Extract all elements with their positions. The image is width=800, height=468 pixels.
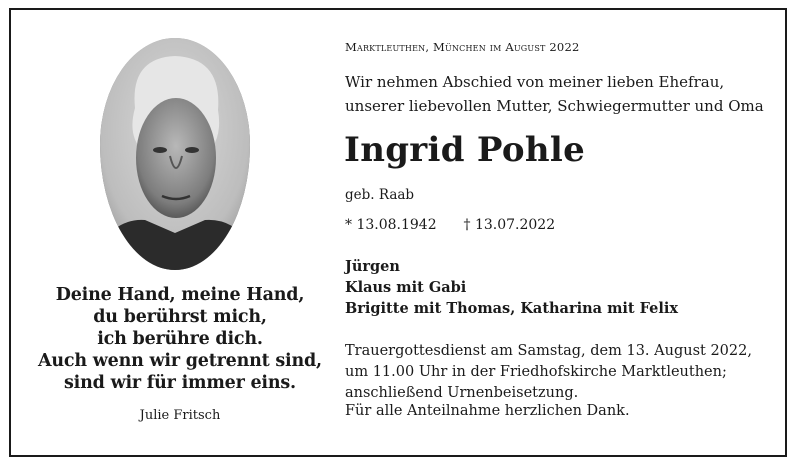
deceased-name: Ingrid Pohle [344,130,586,170]
place-date: Marktleuthen, München im August 2022 [345,40,580,54]
death-date: † 13.07.2022 [463,217,556,233]
intro-text [345,70,764,118]
family-list [345,256,678,319]
intro-line: unserer liebevollen Mutter, Schwiegermutter und Oma [345,97,764,115]
poem-author: Julie Fritsch [139,408,221,423]
poem-line: Auch wenn wir getrennt sind, [38,351,322,371]
poem-line: Deine Hand, meine Hand, [55,285,305,305]
birth-date: * 13.08.1942 [345,217,437,233]
poem [30,284,330,394]
thanks-text: Für alle Anteilnahme herzlichen Dank. [345,403,630,419]
poem-line: du berührst mich, [93,307,267,327]
born-name: geb. Raab [345,187,415,203]
service-info [345,341,752,404]
family-line: Jürgen [345,258,400,275]
family-line: Brigitte mit Thomas, Katharina mit Felix [345,300,679,317]
service-line: um 11.00 Uhr in der Friedhofskirche Marktleuthen; [345,364,727,380]
family-line: Klaus mit Gabi [345,279,467,296]
poem-line: ich berühre dich. [97,329,263,349]
life-dates [345,217,555,233]
service-line: anschließend Urnenbeisetzung. [345,385,579,401]
service-line: Trauergottesdienst am Samstag, dem 13. August 2022, [345,343,752,359]
intro-line: Wir nehmen Abschied von meiner lieben Ehefrau, [345,73,725,91]
poem-line: sind wir für immer eins. [64,373,296,393]
